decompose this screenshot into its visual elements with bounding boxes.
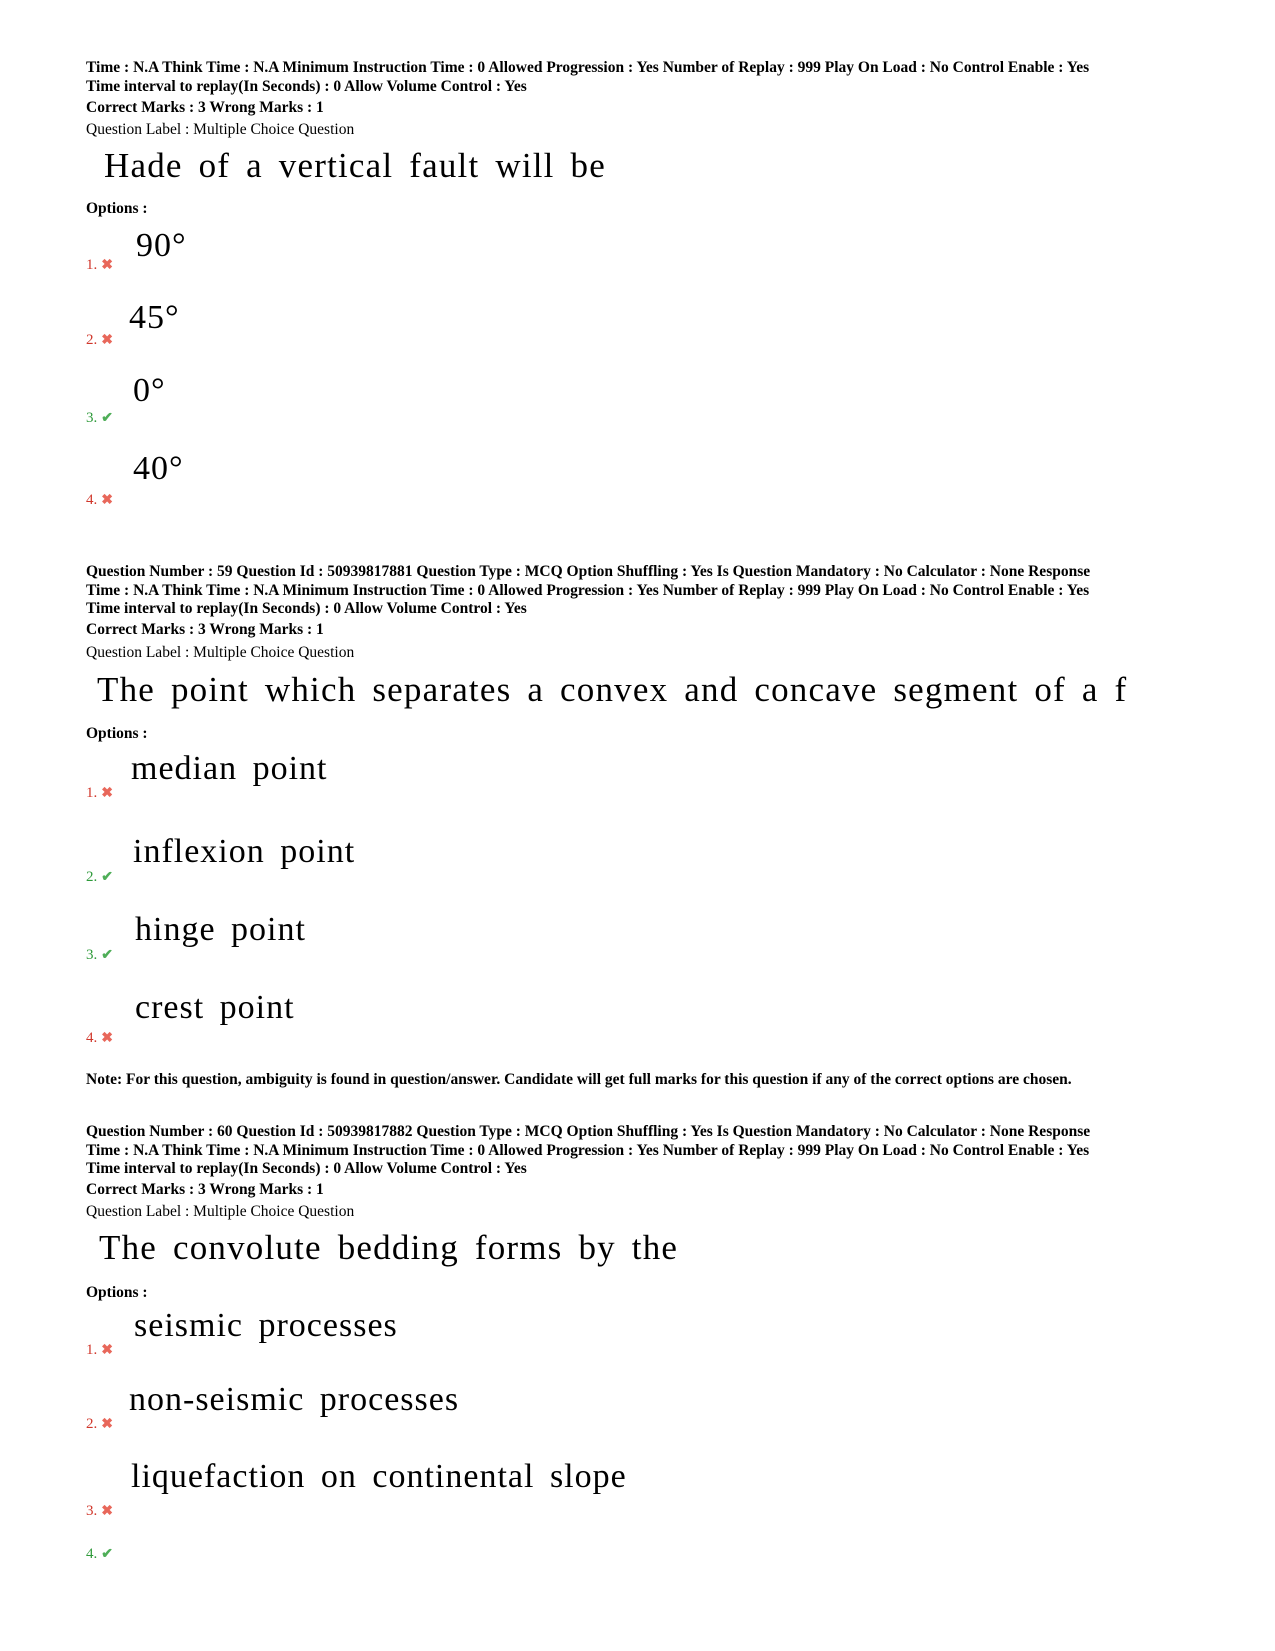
q59-option-1 bbox=[86, 784, 113, 803]
q58-meta: Time : N.A Think Time : N.A Minimum Instruction Time : 0 Allowed Progression : Yes Number of Replay : 999 Play On Load : No Control Enable : Yes Time interval to replay(In Seconds) : 0 Allow Volume Control : Yes bbox=[86, 59, 1090, 95]
q59-note: Note: For this question, ambiguity is found in question/answer. Candidate will get full marks for this question if any of the correct options are chosen. bbox=[86, 1071, 1072, 1088]
q58-option-4 bbox=[86, 491, 113, 510]
cross-icon: ✖ bbox=[101, 1417, 113, 1432]
q60-meta: Question Number : 60 Question Id : 50939817882 Question Type : MCQ Option Shuffling : Yes Is Question Mandatory : No Calculator : None Response Time : N.A Think Time : N.A Minimum Instruction Time : 0 Allowed Progression : Yes Number of Replay : 999 Play On Load : No Control Enable : Yes Time interval to replay(In Seconds) : 0 Allow Volume Control : Yes bbox=[86, 1123, 1091, 1177]
q60-label: Question Label : Multiple Choice Question bbox=[86, 1203, 355, 1220]
q59-options-heading: Options : bbox=[86, 725, 148, 742]
q59-option-2-text: inflexion point bbox=[133, 833, 356, 870]
q59-meta: Question Number : 59 Question Id : 50939817881 Question Type : MCQ Option Shuffling : Yes Is Question Mandatory : No Calculator : None Response Time : N.A Think Time : N.A Minimum Instruction Time : 0 Allowed Progression : Yes Number of Replay : 999 Play On Load : No Control Enable : Yes Time interval to replay(In Seconds) : 0 Allow Volume Control : Yes bbox=[86, 563, 1091, 617]
q59-question-text: The point which separates a convex and concave segment of a f bbox=[97, 670, 1128, 709]
option-number: 4. bbox=[86, 492, 98, 508]
cross-icon: ✖ bbox=[101, 786, 113, 801]
q59-option-3 bbox=[86, 946, 113, 965]
option-number: 1. bbox=[86, 785, 98, 801]
q59-label: Question Label : Multiple Choice Question bbox=[86, 644, 355, 661]
q58-question-text: Hade of a vertical fault will be bbox=[104, 146, 606, 185]
cross-icon: ✖ bbox=[101, 1504, 113, 1519]
q58-option-4-text: 40° bbox=[133, 450, 184, 487]
q60-option-2 bbox=[86, 1415, 113, 1434]
q59-option-4 bbox=[86, 1029, 113, 1048]
check-icon: ✔ bbox=[101, 870, 113, 885]
option-number: 1. bbox=[86, 257, 98, 273]
q59-option-4-text: crest point bbox=[135, 989, 295, 1026]
q58-option-3 bbox=[86, 409, 113, 428]
check-icon: ✔ bbox=[101, 1547, 113, 1562]
q60-option-4 bbox=[86, 1545, 113, 1564]
cross-icon: ✖ bbox=[101, 1031, 113, 1046]
q60-option-2-text: non-seismic processes bbox=[129, 1381, 460, 1418]
q59-marks: Correct Marks : 3 Wrong Marks : 1 bbox=[86, 621, 324, 638]
cross-icon: ✖ bbox=[101, 333, 113, 348]
check-icon: ✔ bbox=[101, 948, 113, 963]
q60-question-text: The convolute bedding forms by the bbox=[99, 1228, 679, 1267]
q60-options-heading: Options : bbox=[86, 1284, 148, 1301]
option-number: 2. bbox=[86, 332, 98, 348]
option-number: 1. bbox=[86, 1342, 98, 1358]
check-icon: ✔ bbox=[101, 411, 113, 426]
q59-option-1-text: median point bbox=[131, 750, 328, 787]
cross-icon: ✖ bbox=[101, 493, 113, 508]
option-number: 4. bbox=[86, 1030, 98, 1046]
q60-option-1 bbox=[86, 1341, 113, 1360]
cross-icon: ✖ bbox=[101, 258, 113, 273]
q58-options-heading: Options : bbox=[86, 200, 148, 217]
q60-marks: Correct Marks : 3 Wrong Marks : 1 bbox=[86, 1181, 324, 1198]
option-number: 3. bbox=[86, 1503, 98, 1519]
option-number: 4. bbox=[86, 1546, 98, 1562]
q58-option-1-text: 90° bbox=[136, 227, 187, 264]
q60-option-3-text: liquefaction on continental slope bbox=[131, 1458, 627, 1495]
q58-marks: Correct Marks : 3 Wrong Marks : 1 bbox=[86, 99, 324, 116]
q59-option-2 bbox=[86, 868, 113, 887]
q58-option-2 bbox=[86, 331, 113, 350]
q58-option-2-text: 45° bbox=[129, 299, 180, 336]
q59-option-3-text: hinge point bbox=[135, 911, 306, 948]
cross-icon: ✖ bbox=[101, 1343, 113, 1358]
option-number: 3. bbox=[86, 947, 98, 963]
q58-label: Question Label : Multiple Choice Question bbox=[86, 121, 355, 138]
q60-option-3 bbox=[86, 1502, 113, 1521]
q58-option-3-text: 0° bbox=[133, 372, 166, 409]
q60-option-1-text: seismic processes bbox=[134, 1307, 398, 1344]
option-number: 3. bbox=[86, 410, 98, 426]
option-number: 2. bbox=[86, 869, 98, 885]
option-number: 2. bbox=[86, 1416, 98, 1432]
q58-option-1 bbox=[86, 256, 113, 275]
